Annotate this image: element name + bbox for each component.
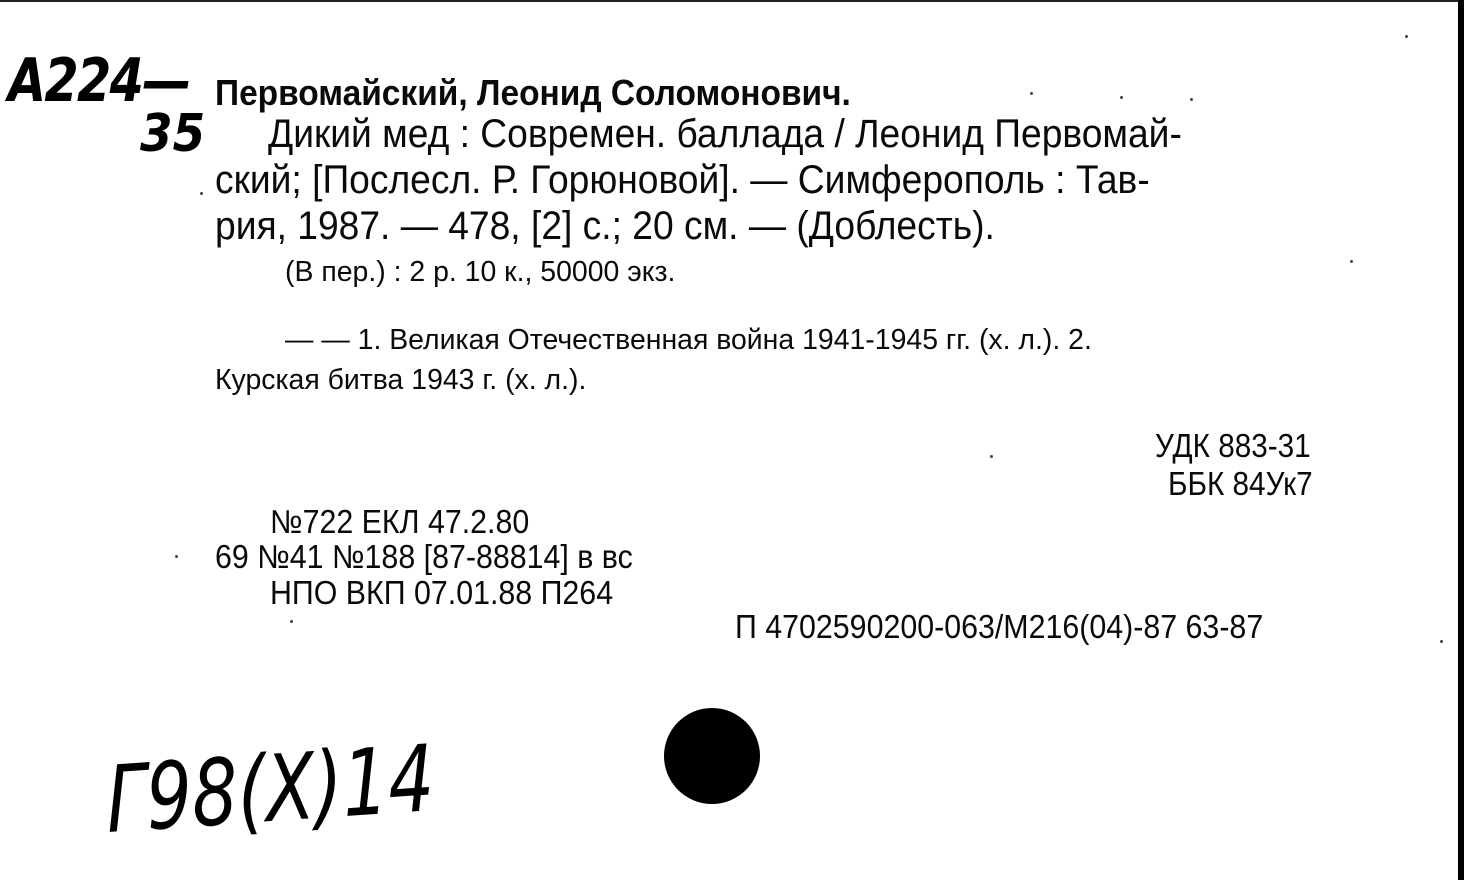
scan-speck	[200, 192, 203, 195]
card-top-edge	[0, 0, 1464, 2]
author-heading: Первомайский, Леонид Соломонович.	[215, 72, 851, 113]
udk-code: УДК 883-31	[1155, 427, 1311, 464]
scan-speck	[1440, 640, 1443, 643]
scan-speck	[1030, 92, 1033, 95]
meta-line-3: НПО ВКП 07.01.88 П264	[270, 574, 614, 611]
meta-line-4: П 4702590200-063/М216(04)-87 63-87	[735, 608, 1264, 645]
call-number-line-1: А224—	[8, 46, 190, 116]
card-right-edge	[1458, 0, 1464, 880]
bbk-code: ББК 84Ук7	[1168, 465, 1313, 502]
title-line-1: Дикий мед : Современ. баллада / Леонид Первомай-	[268, 112, 1182, 156]
card-punch-hole	[664, 708, 760, 804]
shelf-mark-handwritten: Г98(Х)14	[104, 725, 436, 854]
scan-speck	[290, 620, 293, 623]
subjects-line-2: Курская битва 1943 г. (х. л.).	[215, 364, 587, 396]
meta-line-2: 69 №41 №188 [87-88814] в вс	[215, 538, 633, 575]
scan-speck	[1350, 260, 1353, 263]
scan-speck	[1120, 96, 1123, 99]
scan-speck	[1405, 35, 1408, 38]
scan-speck	[1190, 98, 1193, 101]
scan-speck	[175, 555, 178, 558]
title-line-3: рия, 1987. — 478, [2] с.; 20 см. — (Доблесть).	[215, 204, 995, 248]
meta-line-1: №722 ЕКЛ 47.2.80	[270, 503, 530, 540]
title-line-2: ский; [Послесл. Р. Горюновой]. — Симферополь : Тав-	[215, 158, 1150, 202]
subjects-line-1: — — 1. Великая Отечественная война 1941-1945 гг. (х. л.). 2.	[285, 324, 1092, 356]
scan-speck	[990, 455, 993, 458]
call-number-line-2: 35	[140, 104, 206, 164]
price-line: (В пер.) : 2 р. 10 к., 50000 экз.	[285, 256, 676, 288]
